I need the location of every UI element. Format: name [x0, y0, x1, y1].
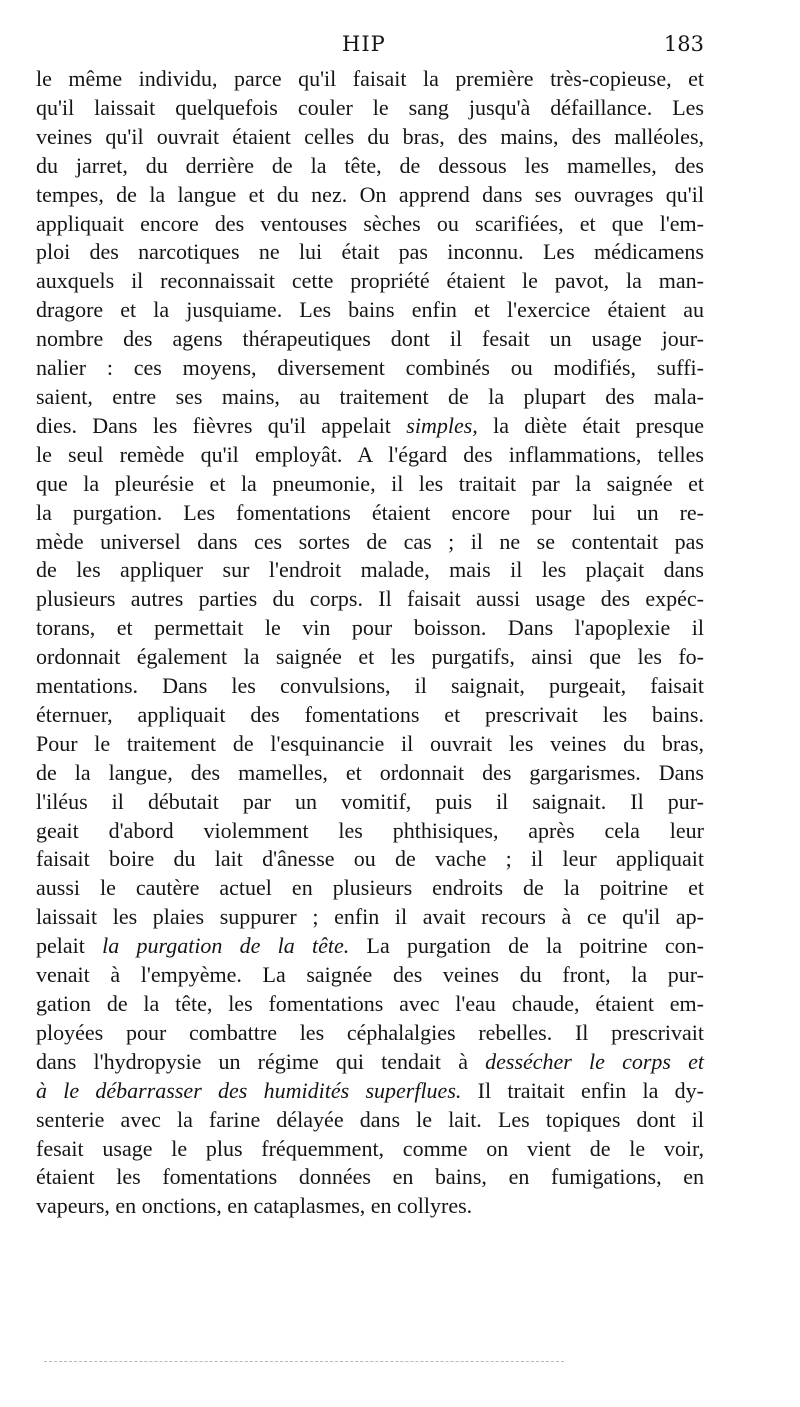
text-line-last: vapeurs, en onctions, en cataplasmes, en collyres.	[36, 1193, 473, 1219]
text-line: ploi des narcotiques ne lui était pas inconnu. Les médicamens	[36, 239, 704, 265]
text-line: laissait les plaies suppurer ; enfin il avait recours à ce qu'il ap-	[36, 904, 704, 930]
page-header	[36, 32, 704, 62]
text-line: dragore et la jusquiame. Les bains enfin et l'exercice étaient au	[36, 297, 704, 323]
text-line: le même individu, parce qu'il faisait la première très-copieuse, et	[36, 66, 704, 91]
text-segment: pelait	[36, 933, 103, 959]
text-segment: la diète était presque	[477, 412, 705, 438]
text-line: mède universel dans ces sortes de cas ; il ne se contentait pas	[36, 528, 704, 554]
text-line: de les appliquer sur l'endroit malade, mais il les plaçait dans	[36, 557, 704, 583]
text-line: ployées pour combattre les céphalalgies rebelles. Il prescrivait	[36, 1019, 704, 1045]
text-line: venait à l'empyème. La saignée des veines du front, la pur-	[36, 962, 704, 988]
text-line: auxquels il reconnaissait cette propriété étaient le pavot, la man-	[36, 268, 704, 294]
text-line: que la pleurésie et la pneumonie, il les traitait par la saignée et	[36, 470, 704, 496]
text-segment: Il traitait enfin la dy-	[461, 1077, 705, 1103]
text-line: Pour le traitement de l'esquinancie il ouvrait les veines du bras,	[36, 730, 704, 756]
text-line-mixed	[36, 1048, 704, 1077]
footer-rule	[44, 1361, 564, 1362]
text-line-mixed	[36, 1077, 704, 1106]
text-line: mentations. Dans les convulsions, il saignait, purgeait, faisait	[36, 673, 704, 699]
page-number: 183	[663, 32, 704, 56]
text-line: étaient les fomentations données en bains, en fumigations, en	[36, 1164, 704, 1190]
text-line: torans, et permettait le vin pour boisson. Dans l'apoplexie il	[36, 615, 704, 641]
text-line: qu'il laissait quelquefois couler le sang jusqu'à défaillance. Les	[36, 94, 704, 120]
text-line: gation de la tête, les fomentations avec l'eau chaude, étaient em-	[36, 991, 704, 1016]
text-line: nalier : ces moyens, diversement combinés ou modifiés, suffi-	[36, 355, 704, 381]
text-line: aussi le cautère actuel en plusieurs endroits de la poitrine et	[36, 875, 704, 901]
text-line: tempes, de la langue et du nez. On apprend dans ses ouvrages qu'il	[36, 181, 704, 207]
text-line: geait d'abord violemment les phthisiques, après cela leur	[36, 817, 704, 843]
text-line: senterie avec la farine délayée dans le lait. Les topiques dont il	[36, 1106, 704, 1132]
text-segment: dans l'hydropysie un régime qui tendait à	[36, 1048, 486, 1074]
text-segment: dies. Dans les fièvres qu'il appelait	[36, 412, 407, 438]
text-segment: La purgation de la poitrine con-	[349, 933, 704, 959]
text-line: éternuer, appliquait des fomentations et prescrivait les bains.	[36, 701, 704, 727]
text-line: du jarret, du derrière de la tête, de dessous les mamelles, des	[36, 152, 704, 178]
running-head: HIP	[342, 32, 386, 56]
text-line-mixed	[36, 932, 704, 961]
italic-term: simples,	[406, 412, 478, 438]
text-line: ordonnait également la saignée et les purgatifs, ainsi que les fo-	[36, 644, 704, 670]
text-line: de la langue, des mamelles, et ordonnait des gargarismes. Dans	[36, 759, 704, 785]
text-line: l'iléus il débutait par un vomitif, puis il saignait. Il pur-	[36, 788, 704, 814]
text-line: faisait boire du lait d'ânesse ou de vache ; il leur appliquait	[36, 846, 704, 872]
text-line: fesait usage le plus fréquemment, comme on vient de le voir,	[36, 1135, 704, 1161]
italic-term: à le débarrasser des humidités superflues.	[36, 1077, 462, 1103]
text-line: appliquait encore des ventouses sèches ou scarifiées, et que l'em-	[36, 210, 704, 236]
text-line: la purgation. Les fomentations étaient encore pour lui un re-	[36, 499, 704, 525]
text-line: le seul remède qu'il employât. A l'égard des inflammations, telles	[36, 441, 704, 467]
text-line-mixed	[36, 412, 704, 441]
text-line: veines qu'il ouvrait étaient celles du bras, des mains, des malléoles,	[36, 123, 704, 149]
italic-term: dessécher le corps et	[485, 1048, 704, 1074]
italic-term: la purgation de la tête.	[102, 933, 350, 959]
body-text	[36, 65, 704, 1221]
text-line: saient, entre ses mains, au traitement de la plupart des mala-	[36, 383, 704, 409]
text-line: nombre des agens thérapeutiques dont il fesait un usage jour-	[36, 326, 704, 352]
text-line: plusieurs autres parties du corps. Il faisait aussi usage des expéc-	[36, 586, 704, 612]
